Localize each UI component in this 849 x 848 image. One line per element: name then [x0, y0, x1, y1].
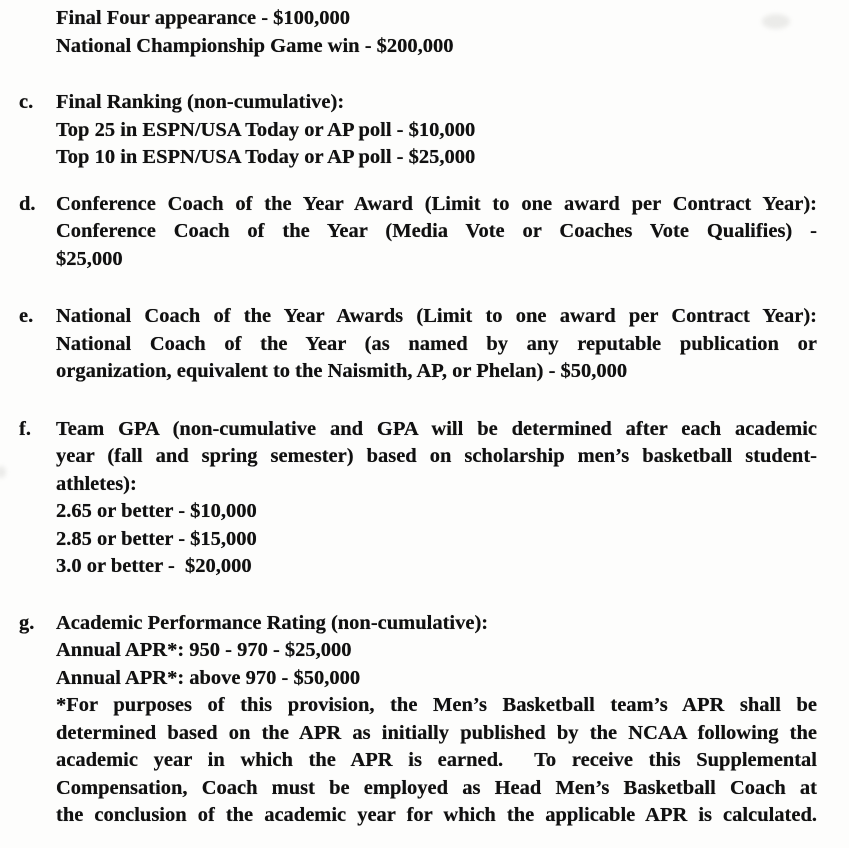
section-item-c: [0, 89, 849, 172]
text-line: the conclusion of the academic year for which the applicable APR is calculated.: [56, 804, 817, 826]
text-line: $25,000: [56, 247, 123, 270]
section-item-g: [0, 610, 849, 830]
text-line: determined based on the APR as initially published by the NCAA following the: [56, 721, 817, 744]
text-line: Conference Coach of the Year Award (Limit to one award per Contract Year):: [56, 192, 817, 215]
text-line: year (fall and spring semester) based on scholarship men’s basketball student-: [56, 445, 817, 467]
text-line: Top 25 in ESPN/USA Today or AP poll - $10,000: [56, 118, 476, 141]
section-item-e: [0, 303, 849, 386]
text-line: National Coach of the Year Awards (Limit to one award per Contract Year):: [56, 305, 817, 327]
text-line: organization, equivalent to the Naismith, AP, or Phelan) - $50,000: [56, 360, 628, 382]
text-line: Final Four appearance - $100,000: [56, 7, 351, 29]
section-content: [56, 191, 817, 274]
text-line: Compensation, Coach must be employed as Head Men’s Basketball Coach at: [56, 776, 817, 799]
text-line: athletes):: [56, 472, 137, 495]
section-content: [56, 303, 817, 386]
text-line: Annual APR*: above 970 - $50,000: [56, 666, 361, 689]
text-line: 2.65 or better - $10,000: [56, 500, 257, 522]
list-item-letter: e.: [19, 305, 34, 327]
text-line: Top 10 in ESPN/USA Today or AP poll - $25,000: [56, 146, 476, 168]
section-content: [56, 89, 817, 172]
text-line: Team GPA (non-cumulative and GPA will be determined after each academic: [56, 417, 817, 440]
text-line: Academic Performance Rating (non-cumulative):: [56, 611, 489, 634]
section-content: [56, 416, 817, 581]
text-line: *For purposes of this provision, the Men’s Basketball team’s APR shall be: [56, 694, 817, 716]
text-line: Final Ranking (non-cumulative):: [56, 91, 345, 113]
list-item-letter: d.: [19, 192, 36, 215]
list-item-letter: c.: [19, 91, 34, 113]
text-line: National Championship Game win - $200,000: [56, 34, 454, 57]
text-line: academic year in which the APR is earned. To receive this Supplemental: [56, 749, 817, 771]
section-content: [56, 610, 817, 830]
text-line: 3.0 or better - $20,000: [56, 555, 252, 577]
list-item-letter: f.: [19, 417, 31, 440]
section-item-d: [0, 191, 849, 274]
list-item-letter: g.: [19, 611, 35, 634]
scan-smudge-top-right: [762, 14, 790, 29]
text-line: 2.85 or better - $15,000: [56, 527, 257, 550]
text-line: Conference Coach of the Year (Media Vote or Coaches Vote Qualifies) -: [56, 220, 817, 242]
text-line: Annual APR*: 950 - 970 - $25,000: [56, 639, 352, 661]
section-item-f: [0, 416, 849, 581]
intro-paragraph: [56, 5, 817, 60]
text-line: National Coach of the Year (as named by any reputable publication or: [56, 332, 817, 355]
